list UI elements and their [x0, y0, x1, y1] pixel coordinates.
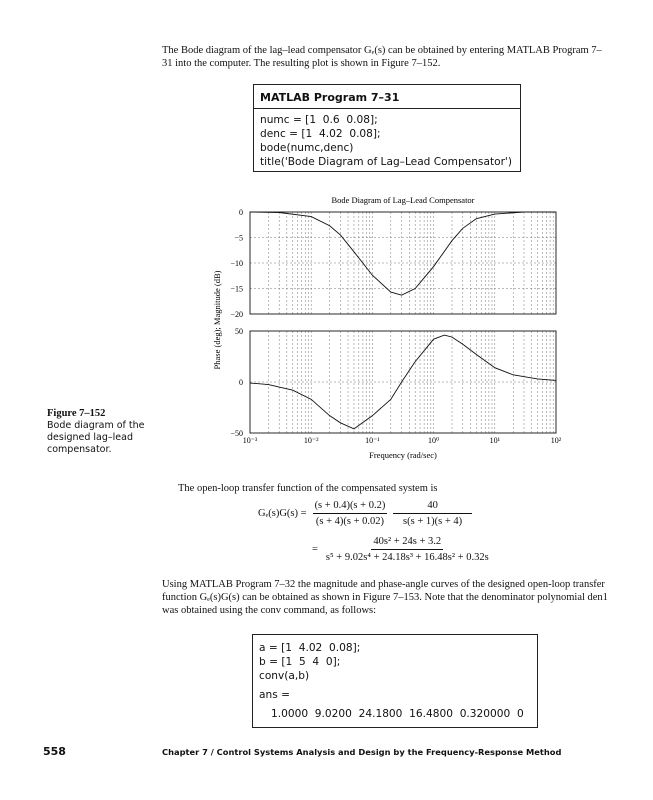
- equation-line-1: [258, 500, 472, 527]
- magnitude-tick-label: 0: [239, 208, 243, 217]
- ans-label: ans =: [259, 689, 290, 701]
- code-line: bode(numc,denc): [260, 142, 354, 154]
- phase-tick-label: 50: [235, 327, 243, 336]
- code-line: conv(a,b): [259, 670, 310, 682]
- intro-paragraph: The Bode diagram of the lag–lead compensator Gₑ(s) can be obtained by entering MATLAB Program 7–31 into the computer. The resulting plot is shown in Figure 7–152.: [162, 45, 602, 69]
- figure-caption: [47, 408, 157, 456]
- x-tick-label: 10²: [550, 436, 562, 445]
- program-code: [254, 109, 520, 173]
- code-line: denc = [1 4.02 0.08];: [260, 128, 381, 140]
- equation-equals: =: [312, 544, 318, 555]
- code-line: a = [1 4.02 0.08];: [259, 642, 361, 654]
- x-tick-label: 10⁰: [427, 436, 440, 445]
- program-title: MATLAB Program 7–31: [254, 85, 520, 109]
- code-line: title('Bode Diagram of Lag–Lead Compensator'): [260, 156, 512, 168]
- equation-lhs: Gₑ(s)G(s) =: [258, 508, 307, 519]
- fraction-plant: [393, 500, 472, 527]
- chart-title: Bode Diagram of Lag–Lead Compensator: [331, 195, 475, 205]
- magnitude-tick-label: −20: [230, 310, 243, 319]
- code-line: numc = [1 0.6 0.08];: [260, 114, 378, 126]
- chapter-title: Chapter 7 / Control Systems Analysis and Design by the Frequency-Response Method: [162, 747, 562, 757]
- figure-caption-text: Bode diagram of the designed lag–lead compensator.: [47, 420, 145, 455]
- fraction-expanded: [324, 536, 491, 563]
- magnitude-curve: [250, 212, 556, 295]
- fraction-numerator: 40: [393, 500, 472, 514]
- x-tick-label: 10⁻¹: [365, 436, 380, 445]
- fraction-denominator: s(s + 1)(s + 4): [403, 516, 463, 527]
- equation-line-2: [312, 536, 491, 563]
- paragraph-2: Using MATLAB Program 7–32 the magnitude and phase-angle curves of the designed open-loop transfer function Gₑ(s)G(s) can be obtained as shown in Figure 7–153. Note that the denominator polynomial den1 was obtained using the conv command, as follows:: [162, 579, 608, 616]
- phase-tick-label: 0: [239, 378, 243, 387]
- magnitude-tick-label: −10: [230, 259, 243, 268]
- conv-code: [253, 635, 537, 725]
- conv-code-box: [252, 634, 538, 728]
- fraction-numerator: 40s² + 24s + 3.2: [371, 536, 443, 550]
- figure-label: Figure 7–152: [47, 408, 106, 419]
- page-number: 558: [43, 745, 66, 758]
- x-tick-label: 10¹: [489, 436, 501, 445]
- magnitude-tick-label: −5: [234, 233, 243, 243]
- fraction-compensator: [313, 500, 388, 527]
- x-tick-label: 10⁻³: [242, 436, 258, 445]
- fraction-denominator: (s + 4)(s + 0.02): [315, 516, 385, 527]
- open-loop-intro: The open-loop transfer function of the compensated system is: [178, 483, 438, 494]
- code-line: b = [1 5 4 0];: [259, 656, 341, 668]
- fraction-numerator: (s + 0.4)(s + 0.2): [313, 500, 388, 514]
- fraction-denominator: s⁵ + 9.02s⁴ + 24.18s³ + 16.48s² + 0.32s: [325, 552, 489, 563]
- ans-value: 1.0000 9.0200 24.1800 16.4800 0.320000 0: [271, 708, 524, 720]
- y-axis-label: Phase (deg); Magnitude (dB): [212, 270, 222, 370]
- matlab-program-box: [253, 84, 521, 172]
- magnitude-tick-label: −15: [230, 284, 243, 294]
- phase-tick-label: −50: [230, 429, 243, 438]
- x-axis-label: Frequency (rad/sec): [369, 450, 437, 460]
- x-tick-label: 10⁻²: [303, 436, 319, 445]
